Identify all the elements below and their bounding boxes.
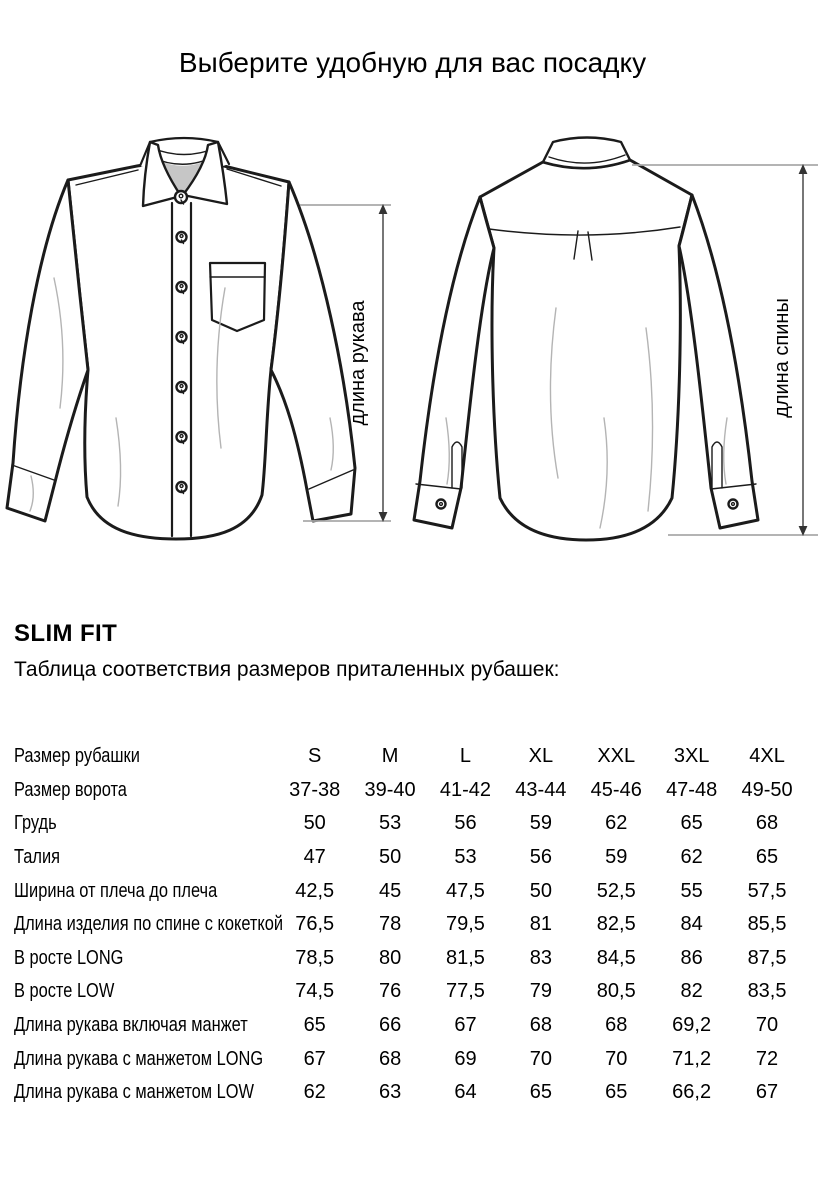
cell-value: 49-50 (741, 778, 793, 801)
front-right-sleeve (271, 182, 355, 521)
cell-value: 76 (378, 980, 402, 1003)
cell-value: 66 (378, 1014, 402, 1037)
cell-value: 69,2 (672, 1014, 712, 1037)
cell-value: 57,5 (747, 879, 787, 902)
cell-value: 43-44 (515, 778, 567, 801)
cell-value: 70 (605, 1047, 628, 1070)
cell-value: 50 (378, 846, 402, 869)
table-row (14, 975, 809, 1009)
table-row (14, 807, 809, 841)
cell-value: 68 (755, 812, 779, 835)
cell-value: 63 (378, 1081, 402, 1104)
row-label: Грудь (14, 812, 57, 835)
cell-value: 82,5 (596, 913, 636, 936)
row-label: Длина изделия по спине с кокеткой (14, 913, 284, 936)
cell-value: 4XL (749, 745, 785, 768)
cell-value: 76,5 (295, 913, 335, 936)
cell-value: 68 (605, 1014, 628, 1037)
cell-value: 78,5 (295, 946, 335, 969)
row-label: В росте LONG (14, 946, 124, 969)
cell-value: 65 (755, 846, 779, 869)
cell-value: 71,2 (672, 1047, 712, 1070)
cell-value: XL (528, 745, 554, 768)
cell-value: 47 (303, 846, 326, 869)
cell-value: 82 (680, 980, 703, 1003)
cell-value: 70 (529, 1047, 552, 1070)
sleeve-length-label: длина рукава (347, 300, 369, 426)
cell-value: 45-46 (590, 778, 642, 801)
row-label: Талия (14, 846, 61, 869)
front-collar (140, 138, 229, 206)
table-row (14, 1042, 809, 1076)
row-label: Размер ворота (14, 778, 127, 801)
shirt-diagram (0, 118, 825, 568)
cell-value: 67 (303, 1047, 326, 1070)
cell-value: 3XL (673, 745, 710, 768)
back-length-label: длина спины (771, 298, 793, 418)
back-body (480, 160, 692, 540)
cell-value: 85,5 (747, 913, 787, 936)
cell-value: 47,5 (446, 879, 485, 902)
back-left-sleeve (414, 197, 494, 528)
cell-value: 68 (529, 1014, 552, 1037)
cell-value: S (308, 745, 322, 768)
table-row (14, 740, 809, 774)
row-label: Ширина от плеча до плеча (14, 879, 218, 902)
cell-value: 53 (454, 846, 477, 869)
cell-value: 83,5 (747, 980, 787, 1003)
shirt-back-drawing (414, 138, 758, 541)
cell-value: 62 (605, 812, 628, 835)
cell-value: 65 (605, 1081, 628, 1104)
cell-value: 84 (680, 913, 703, 936)
cell-value: 59 (605, 846, 628, 869)
cell-value: 47-48 (666, 778, 718, 801)
fit-subtitle: Таблица соответствия размеров приталенных рубашек: (14, 658, 560, 681)
cell-value: 80,5 (596, 980, 636, 1003)
cell-value: 55 (680, 879, 703, 902)
cell-value: 65 (529, 1081, 552, 1104)
cell-value: 45 (378, 879, 402, 902)
cell-value: 77,5 (446, 980, 485, 1003)
cell-value: 52,5 (596, 879, 636, 902)
cell-value: 74,5 (295, 980, 335, 1003)
cell-value: 79 (529, 980, 552, 1003)
table-row (14, 1009, 809, 1043)
cell-value: 84,5 (596, 946, 636, 969)
page-title: Выберите удобную для вас посадку (178, 47, 647, 78)
row-label: Длина рукава включая манжет (14, 1014, 248, 1037)
cell-value: 70 (755, 1014, 779, 1037)
cell-value: 64 (454, 1081, 477, 1104)
cell-value: 65 (303, 1014, 326, 1037)
cell-value: 41-42 (439, 778, 492, 801)
cell-value: 66,2 (672, 1081, 712, 1104)
shirt-diagram-svg (0, 118, 825, 568)
cell-value: 80 (378, 946, 402, 969)
table-row (14, 774, 809, 808)
cell-value: 69 (454, 1047, 477, 1070)
shirt-front-drawing (7, 138, 355, 539)
cell-value: 62 (680, 846, 703, 869)
fit-heading: SLIM FIT (14, 620, 118, 647)
table-row (14, 841, 809, 875)
row-label: В росте LOW (14, 980, 115, 1003)
table-row (14, 942, 809, 976)
size-table (14, 740, 809, 1110)
cell-value: 39-40 (364, 778, 416, 801)
cell-value: 37-38 (289, 778, 341, 801)
cell-value: 62 (303, 1081, 326, 1104)
cell-value: 83 (529, 946, 552, 969)
cell-value: 81,5 (446, 946, 485, 969)
row-label: Длина рукава с манжетом LOW (14, 1081, 254, 1104)
cell-value: 59 (529, 812, 552, 835)
cell-value: L (459, 745, 472, 768)
row-label: Размер рубашки (14, 745, 140, 768)
cell-value: 53 (378, 812, 402, 835)
cell-value: 87,5 (747, 946, 787, 969)
cell-value: M (381, 745, 399, 768)
cell-value: 56 (454, 812, 477, 835)
cell-value: 81 (529, 913, 552, 936)
cell-value: 79,5 (446, 913, 485, 936)
cell-value: 50 (303, 812, 326, 835)
table-row (14, 1076, 809, 1110)
back-right-sleeve (679, 195, 758, 528)
cell-value: 86 (680, 946, 703, 969)
table-row (14, 874, 809, 908)
cell-value: 56 (529, 846, 552, 869)
table-row (14, 908, 809, 942)
cell-value: 67 (755, 1081, 779, 1104)
cell-value: 50 (529, 879, 552, 902)
cell-value: XXL (597, 745, 636, 768)
cell-value: 42,5 (295, 879, 335, 902)
cell-value: 72 (755, 1047, 779, 1070)
cell-value: 65 (680, 812, 703, 835)
cell-value: 78 (378, 913, 402, 936)
cell-value: 68 (378, 1047, 402, 1070)
cell-value: 67 (454, 1014, 477, 1037)
row-label: Длина рукава с манжетом LONG (14, 1047, 264, 1070)
